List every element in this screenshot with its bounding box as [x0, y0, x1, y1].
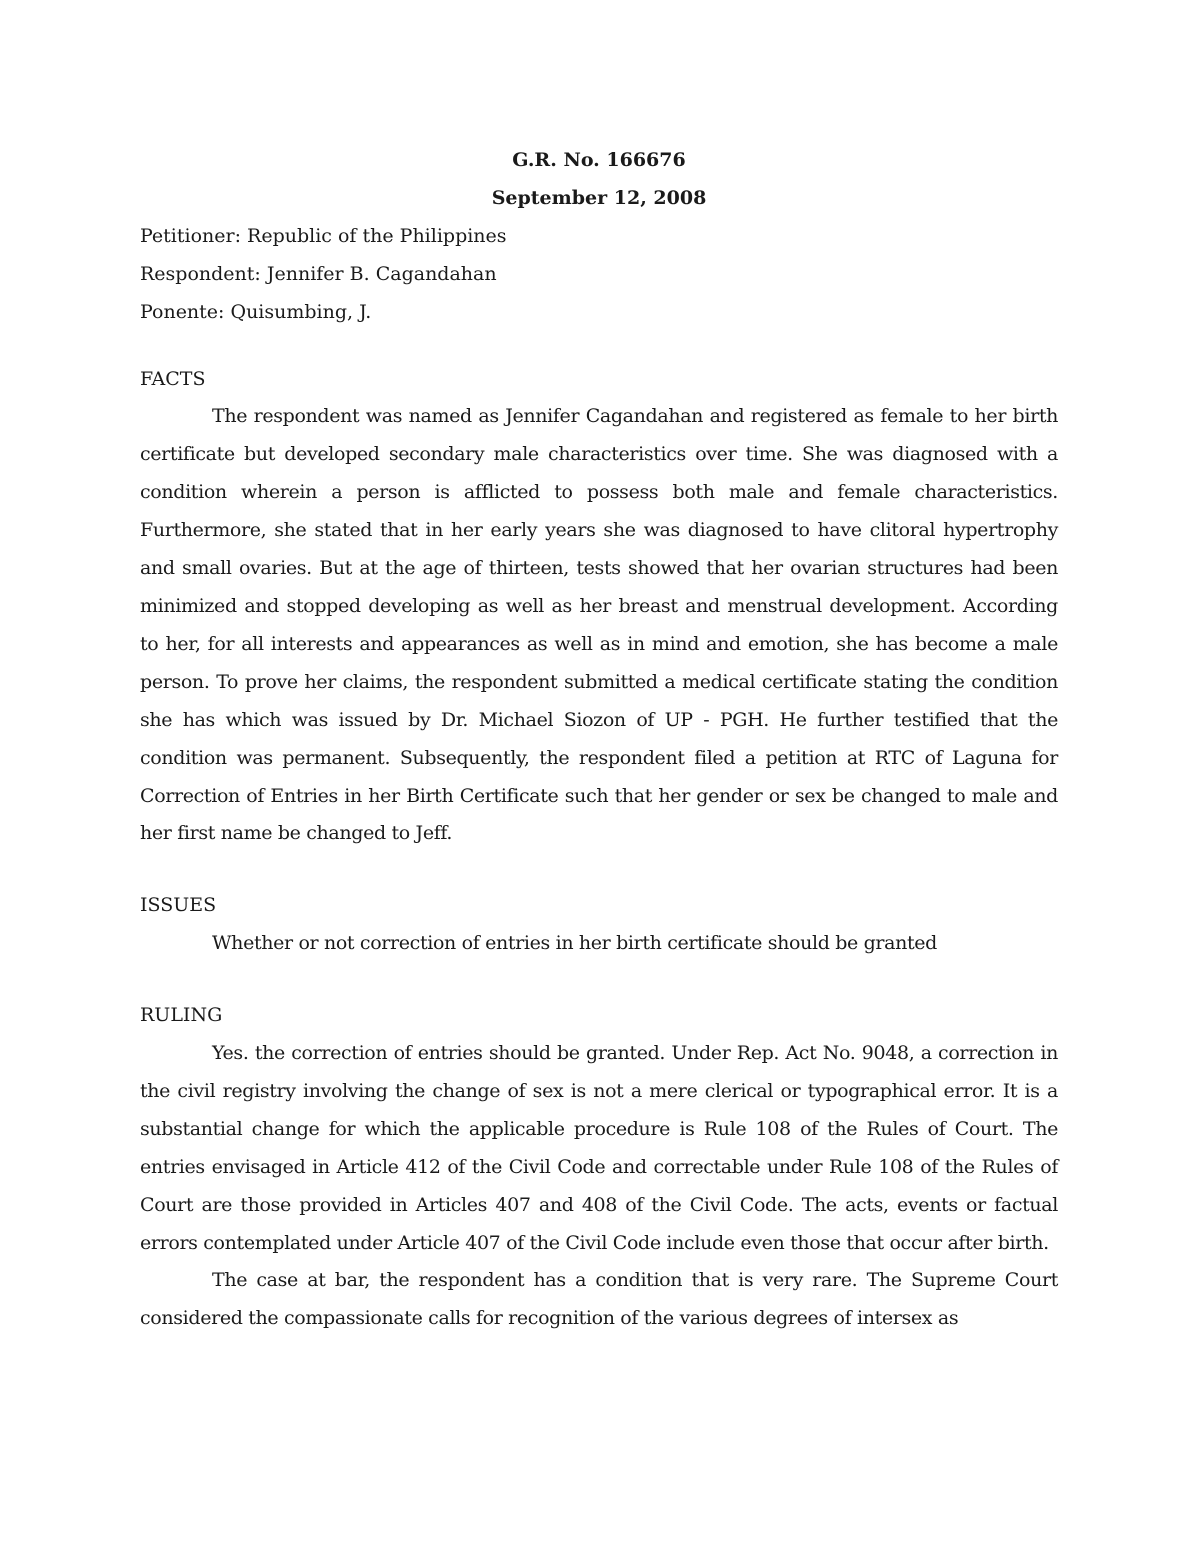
petitioner-line: Petitioner: Republic of the Philippines: [140, 224, 507, 247]
facts-paragraph: The respondent was named as Jennifer Cagandahan and registered as female to her birth certificate but developed secondary male characteristics over time. She was diagnosed with a condition wherein a person is afflicted to possess both male and female characteristics. Furthermore, she stated that in her early years she was diagnosed to have clitoral hypertrophy and small ovaries. But at the age of thirteen, tests showed that her ovarian structures had been minimized and stopped developing as well as her breast and menstrual development. According to her, for all interests and appearances as well as in mind and emotion, she has become a male person. To prove her claims, the respondent submitted a medical certificate stating the condition she has which was issued by Dr. Michael Siozon of UP - PGH. He further testified that the condition was permanent. Subsequently, the respondent filed a petition at RTC of Laguna for Correction of Entries in her Birth Certificate such that her gender or sex be changed to male and her first name be changed to Jeff.: [140, 405, 1058, 845]
issues-heading: ISSUES: [140, 894, 217, 917]
spacer: [140, 853, 1058, 887]
ruling-paragraph-1: Yes. the correction of entries should be granted. Under Rep. Act No. 9048, a correction in the civil registry involving the change of sex is not a mere clerical or typographical error. It is a substantial change for which the applicable procedure is Rule 108 of the Rules of Court. The entries envisaged in Article 412 of the Civil Code and correctable under Rule 108 of the Rules of Court are those provided in Articles 407 and 408 of the Civil Code. The acts, events or factual errors contemplated under Article 407 of the Civil Code include even those that occur after birth.: [140, 1042, 1058, 1254]
facts-heading: FACTS: [140, 367, 206, 390]
issue-item: Whether or not correction of entries in her birth certificate should be granted: [212, 932, 937, 955]
case-number: G.R. No. 166676: [512, 149, 686, 171]
spacer: [140, 332, 1058, 361]
respondent-line: Respondent: Jennifer B. Cagandahan: [140, 262, 497, 285]
ruling-paragraph-2: The case at bar, the respondent has a condition that is very rare. The Supreme Court considered the compassionate calls for recognition of the various degrees of intersex as: [140, 1269, 1058, 1330]
spacer: [140, 963, 1058, 997]
decision-date: September 12, 2008: [491, 186, 707, 209]
ruling-heading: RULING: [140, 1004, 223, 1027]
ponente-line: Ponente: Quisumbing, J.: [140, 300, 372, 323]
document-page: [140, 142, 1058, 1338]
